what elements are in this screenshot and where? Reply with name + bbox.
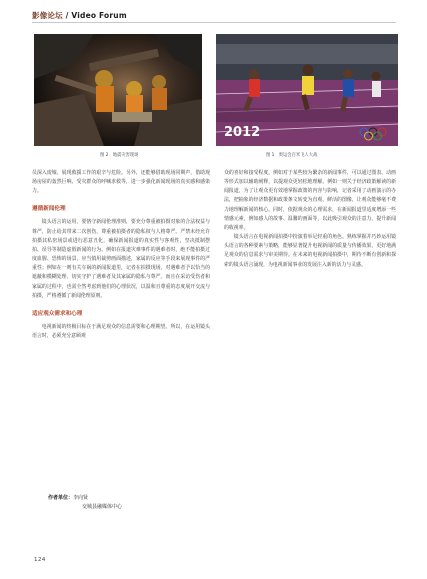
column-separator: / [62,11,72,20]
author-organization: 交城县融媒体中心 [82,504,123,510]
section-heading-audience: 适应观众需求和心理 [32,310,83,317]
page-number: 124 [34,557,46,563]
olympic-year-text: 2012 [224,125,261,140]
figure-2-caption: 图 2 地震灾害现场 [100,153,139,158]
left-text-column [32,169,210,341]
olympic-sprint-photo [216,34,398,146]
paragraph: 员深入废墟，展现救援工作的艰辛与危险。另外，还能够借助现场同期声，借助现场房屋的轰然巨响、受灾群众的呼喊求救等，进一步强化新闻现场的真实感和感染力。 [32,170,210,195]
section-heading-ethics: 遵循新闻伦理 [32,206,66,213]
paragraph: 镜头语言的运用，要恪守新闻伦理准则，要充分尊重被拍摄对象的合法权益与尊严，防止给其带来二次创伤，尊重被拍摄者的隐私权与人格尊严。严禁未经允许拍摄其私密场景或进行恶意丑化，确保新闻报道的真实性与客观性，坚决抵制摆拍、误导等制造虚假新闻的行为。例如在报道灾难事件的遇难者时，绝不能拍摄过度血腥、恐怖的场景，应当慎用裁剪画面描述，家属的反应等手段来展现事件的严重性；例如在一则有关车祸的新闻报道里，记者在拍摄现场，对遇难者予以恰当的遮蔽和模糊处理，切实守护了遇难者及其家属的隐私与尊严。而且在采访受伤者和家属的过程中，也需全然考虑到他们的心理状况，以温和且尊重的态度展开交流与拍摄，严格遵循了新闻伦理原则。 [32,219,210,299]
right-text-column [224,169,396,270]
column-name: 影像论坛 [32,11,63,20]
column-header [32,10,127,21]
author-name: 李向贤 [73,495,89,501]
paragraph: 众的喜好和接受程度。例如对于某些较为繁杂的新闻事件，可以通过图表、动画等形式加以辅助阐释，以提观众更轻松地理解。例如一则关于经济政策解读的新闻报道，为了让观众更有效地掌握政策的内容与影响，记者采用了动画演示的办法，把抽象的经济数据和政策条文转变为直观、鲜活的图像，让观众能够毫不费力地理解新闻的核心。同时，依据观众的心理需求，在新闻报道里适度增添一些情感元素，例如感人的故事、温馨的画面等，以此吸引观众的注意力，提升新闻的收视率。 [224,170,396,231]
earthquake-rescue-photo [34,34,202,146]
paragraph: 镜头语言在电视新闻拍摄中扮演着举足轻重的角色。熟练掌握并巧妙运用镜头语言的各种要素与策略，能够显著提升电视新闻的质量与传播效果，更好地满足观众的信息需求与审美期待。在未来的电视新闻拍摄中，期待不断有创新和探索的镜头语言涌现，为电视新闻事业的发展注入新的活力与灵感。 [224,234,396,268]
column-name-en: Video Forum [71,11,127,20]
paragraph: 电视新闻的终极目标在于满足观众的信息需要和心理期望。所以，在运用镜头语言时，必须充分意顾观 [32,323,210,340]
figure-1-caption: 图 1 奥运会百米飞人大战 [266,153,318,158]
author-label: 作者单位： [48,495,74,501]
author-info [48,494,122,512]
header-rule [32,22,396,23]
